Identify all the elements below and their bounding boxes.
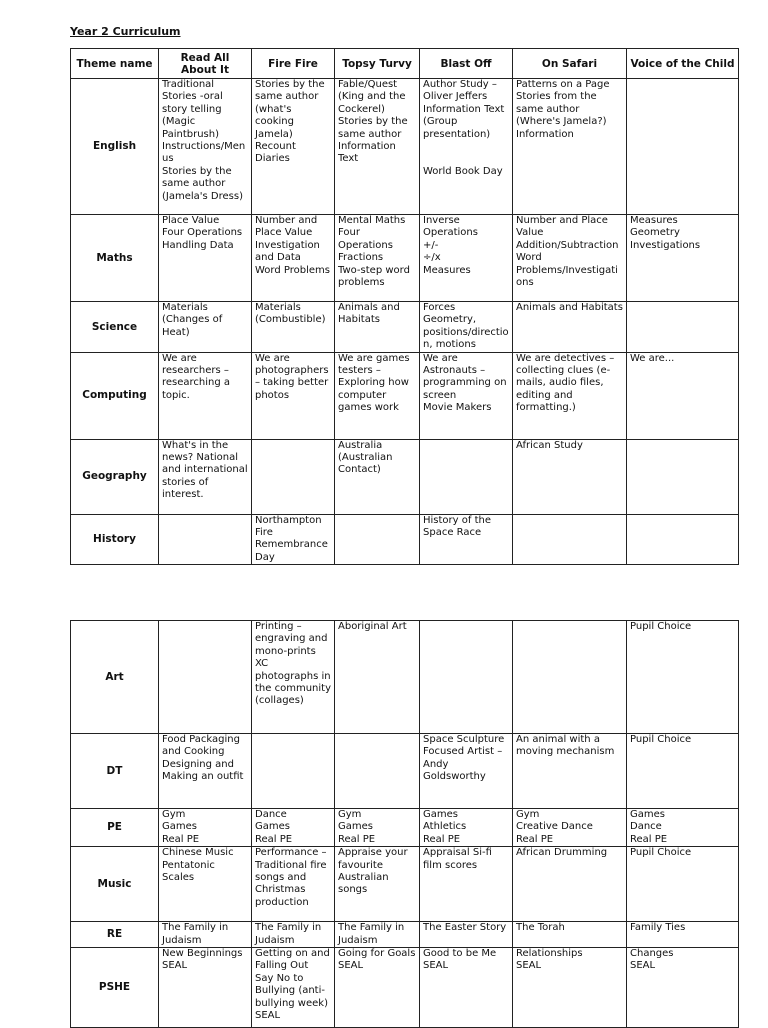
- cell: We are researchers – researching a topic.: [159, 352, 252, 439]
- header-read-all-about-it: Read All About It: [159, 49, 252, 79]
- cell: Going for Goals SEAL: [335, 948, 420, 1028]
- subject-science: Science: [71, 302, 159, 353]
- cell: Appraise your favourite Australian songs: [335, 847, 420, 922]
- cell: Pupil Choice: [627, 734, 739, 809]
- subject-pe: PE: [71, 809, 159, 847]
- cell: [159, 514, 252, 565]
- cell: Good to be Me SEAL: [420, 948, 513, 1028]
- cell: Gym Games Real PE: [159, 809, 252, 847]
- cell: Materials (Changes of Heat): [159, 302, 252, 353]
- cell: Traditional Stories -oral story telling (Magic Paintbrush) Instructions/Menus Stories by the same author (Jamela's Dress): [159, 79, 252, 215]
- cell: History of the Space Race: [420, 514, 513, 565]
- header-row: [71, 49, 739, 79]
- subject-pshe: PSHE: [71, 948, 159, 1028]
- cell: Gym Games Real PE: [335, 809, 420, 847]
- subject-computing: Computing: [71, 352, 159, 439]
- curriculum-table-bottom: [70, 620, 739, 1028]
- cell: The Family in Judaism: [335, 922, 420, 948]
- cell: Getting on and Falling Out Say No to Bullying (anti-bullying week) SEAL: [252, 948, 335, 1028]
- subject-history: History: [71, 514, 159, 565]
- cell: We are detectives – collecting clues (e-mails, audio files, editing and formatting.): [513, 352, 627, 439]
- cell: The Family in Judaism: [252, 922, 335, 948]
- cell: Chinese Music Pentatonic Scales: [159, 847, 252, 922]
- cell: Appraisal Si-fi film scores: [420, 847, 513, 922]
- cell: The Easter Story: [420, 922, 513, 948]
- header-on-safari: On Safari: [513, 49, 627, 79]
- cell: Pupil Choice: [627, 621, 739, 734]
- cell: Author Study – Oliver Jeffers Information Text (Group presentation) World Book Day: [420, 79, 513, 215]
- header-topsy-turvy: Topsy Turvy: [335, 49, 420, 79]
- cell: We are photographers – taking better photos: [252, 352, 335, 439]
- cell: Printing – engraving and mono-prints XC photographs in the community (collages): [252, 621, 335, 734]
- cell: [420, 621, 513, 734]
- cell: Pupil Choice: [627, 847, 739, 922]
- subject-art: Art: [71, 621, 159, 734]
- row-history: [71, 514, 739, 565]
- cell: Games Dance Real PE: [627, 809, 739, 847]
- cell: What's in the news? National and international stories of interest.: [159, 439, 252, 514]
- cell: New Beginnings SEAL: [159, 948, 252, 1028]
- cell: We are games testers – Exploring how computer games work: [335, 352, 420, 439]
- cell: Mental Maths Four Operations Fractions Two-step word problems: [335, 215, 420, 302]
- curriculum-table-top: [70, 48, 739, 565]
- cell: Measures Geometry Investigations: [627, 215, 739, 302]
- cell: Animals and Habitats: [335, 302, 420, 353]
- cell: Games Athletics Real PE: [420, 809, 513, 847]
- row-dt: [71, 734, 739, 809]
- subject-geography: Geography: [71, 439, 159, 514]
- subject-dt: DT: [71, 734, 159, 809]
- header-voice-of-the-child: Voice of the Child: [627, 49, 739, 79]
- cell: African Drumming: [513, 847, 627, 922]
- cell: Aboriginal Art: [335, 621, 420, 734]
- row-pshe: [71, 948, 739, 1028]
- cell: Northampton Fire Remembrance Day: [252, 514, 335, 565]
- row-computing: [71, 352, 739, 439]
- cell: An animal with a moving mechanism: [513, 734, 627, 809]
- header-fire-fire: Fire Fire: [252, 49, 335, 79]
- cell: Changes SEAL: [627, 948, 739, 1028]
- cell: [627, 439, 739, 514]
- cell: The Torah: [513, 922, 627, 948]
- cell: [513, 621, 627, 734]
- cell: Food Packaging and Cooking Designing and Making an outfit: [159, 734, 252, 809]
- cell: [159, 621, 252, 734]
- cell: Number and Place Value Investigation and Data Word Problems: [252, 215, 335, 302]
- cell: Place Value Four Operations Handling Data: [159, 215, 252, 302]
- row-maths: [71, 215, 739, 302]
- subject-music: Music: [71, 847, 159, 922]
- header-theme-name: Theme name: [71, 49, 159, 79]
- cell: We are Astronauts – programming on screen Movie Makers: [420, 352, 513, 439]
- row-english: [71, 79, 739, 215]
- cell: We are...: [627, 352, 739, 439]
- row-geography: [71, 439, 739, 514]
- row-music: [71, 847, 739, 922]
- cell: Materials (Combustible): [252, 302, 335, 353]
- row-pe: [71, 809, 739, 847]
- cell: [252, 734, 335, 809]
- cell: Inverse Operations +/- ÷/x Measures: [420, 215, 513, 302]
- subject-english: English: [71, 79, 159, 215]
- cell: [627, 302, 739, 353]
- cell: Space Sculpture Focused Artist – Andy Goldsworthy: [420, 734, 513, 809]
- row-art: [71, 621, 739, 734]
- cell: Fable/Quest (King and the Cockerel) Stories by the same author Information Text: [335, 79, 420, 215]
- header-blast-off: Blast Off: [420, 49, 513, 79]
- cell: Number and Place Value Addition/Subtraction Word Problems/Investigations: [513, 215, 627, 302]
- subject-maths: Maths: [71, 215, 159, 302]
- cell: Performance – Traditional fire songs and Christmas production: [252, 847, 335, 922]
- cell: [420, 439, 513, 514]
- cell: Animals and Habitats: [513, 302, 627, 353]
- cell: Forces Geometry, positions/direction, motions: [420, 302, 513, 353]
- cell: [252, 439, 335, 514]
- cell: [335, 514, 420, 565]
- document-title: Year 2 Curriculum: [70, 25, 181, 38]
- cell: African Study: [513, 439, 627, 514]
- cell: Gym Creative Dance Real PE: [513, 809, 627, 847]
- cell: Relationships SEAL: [513, 948, 627, 1028]
- cell: [627, 514, 739, 565]
- cell: [335, 734, 420, 809]
- cell: Australia (Australian Contact): [335, 439, 420, 514]
- subject-re: RE: [71, 922, 159, 948]
- row-science: [71, 302, 739, 353]
- cell: Patterns on a Page Stories from the same author (Where's Jamela?) Information: [513, 79, 627, 215]
- cell: The Family in Judaism: [159, 922, 252, 948]
- cell: Dance Games Real PE: [252, 809, 335, 847]
- cell: Stories by the same author (what's cooking Jamela) Recount Diaries: [252, 79, 335, 215]
- cell: Family Ties: [627, 922, 739, 948]
- cell: [627, 79, 739, 215]
- cell: [513, 514, 627, 565]
- row-re: [71, 922, 739, 948]
